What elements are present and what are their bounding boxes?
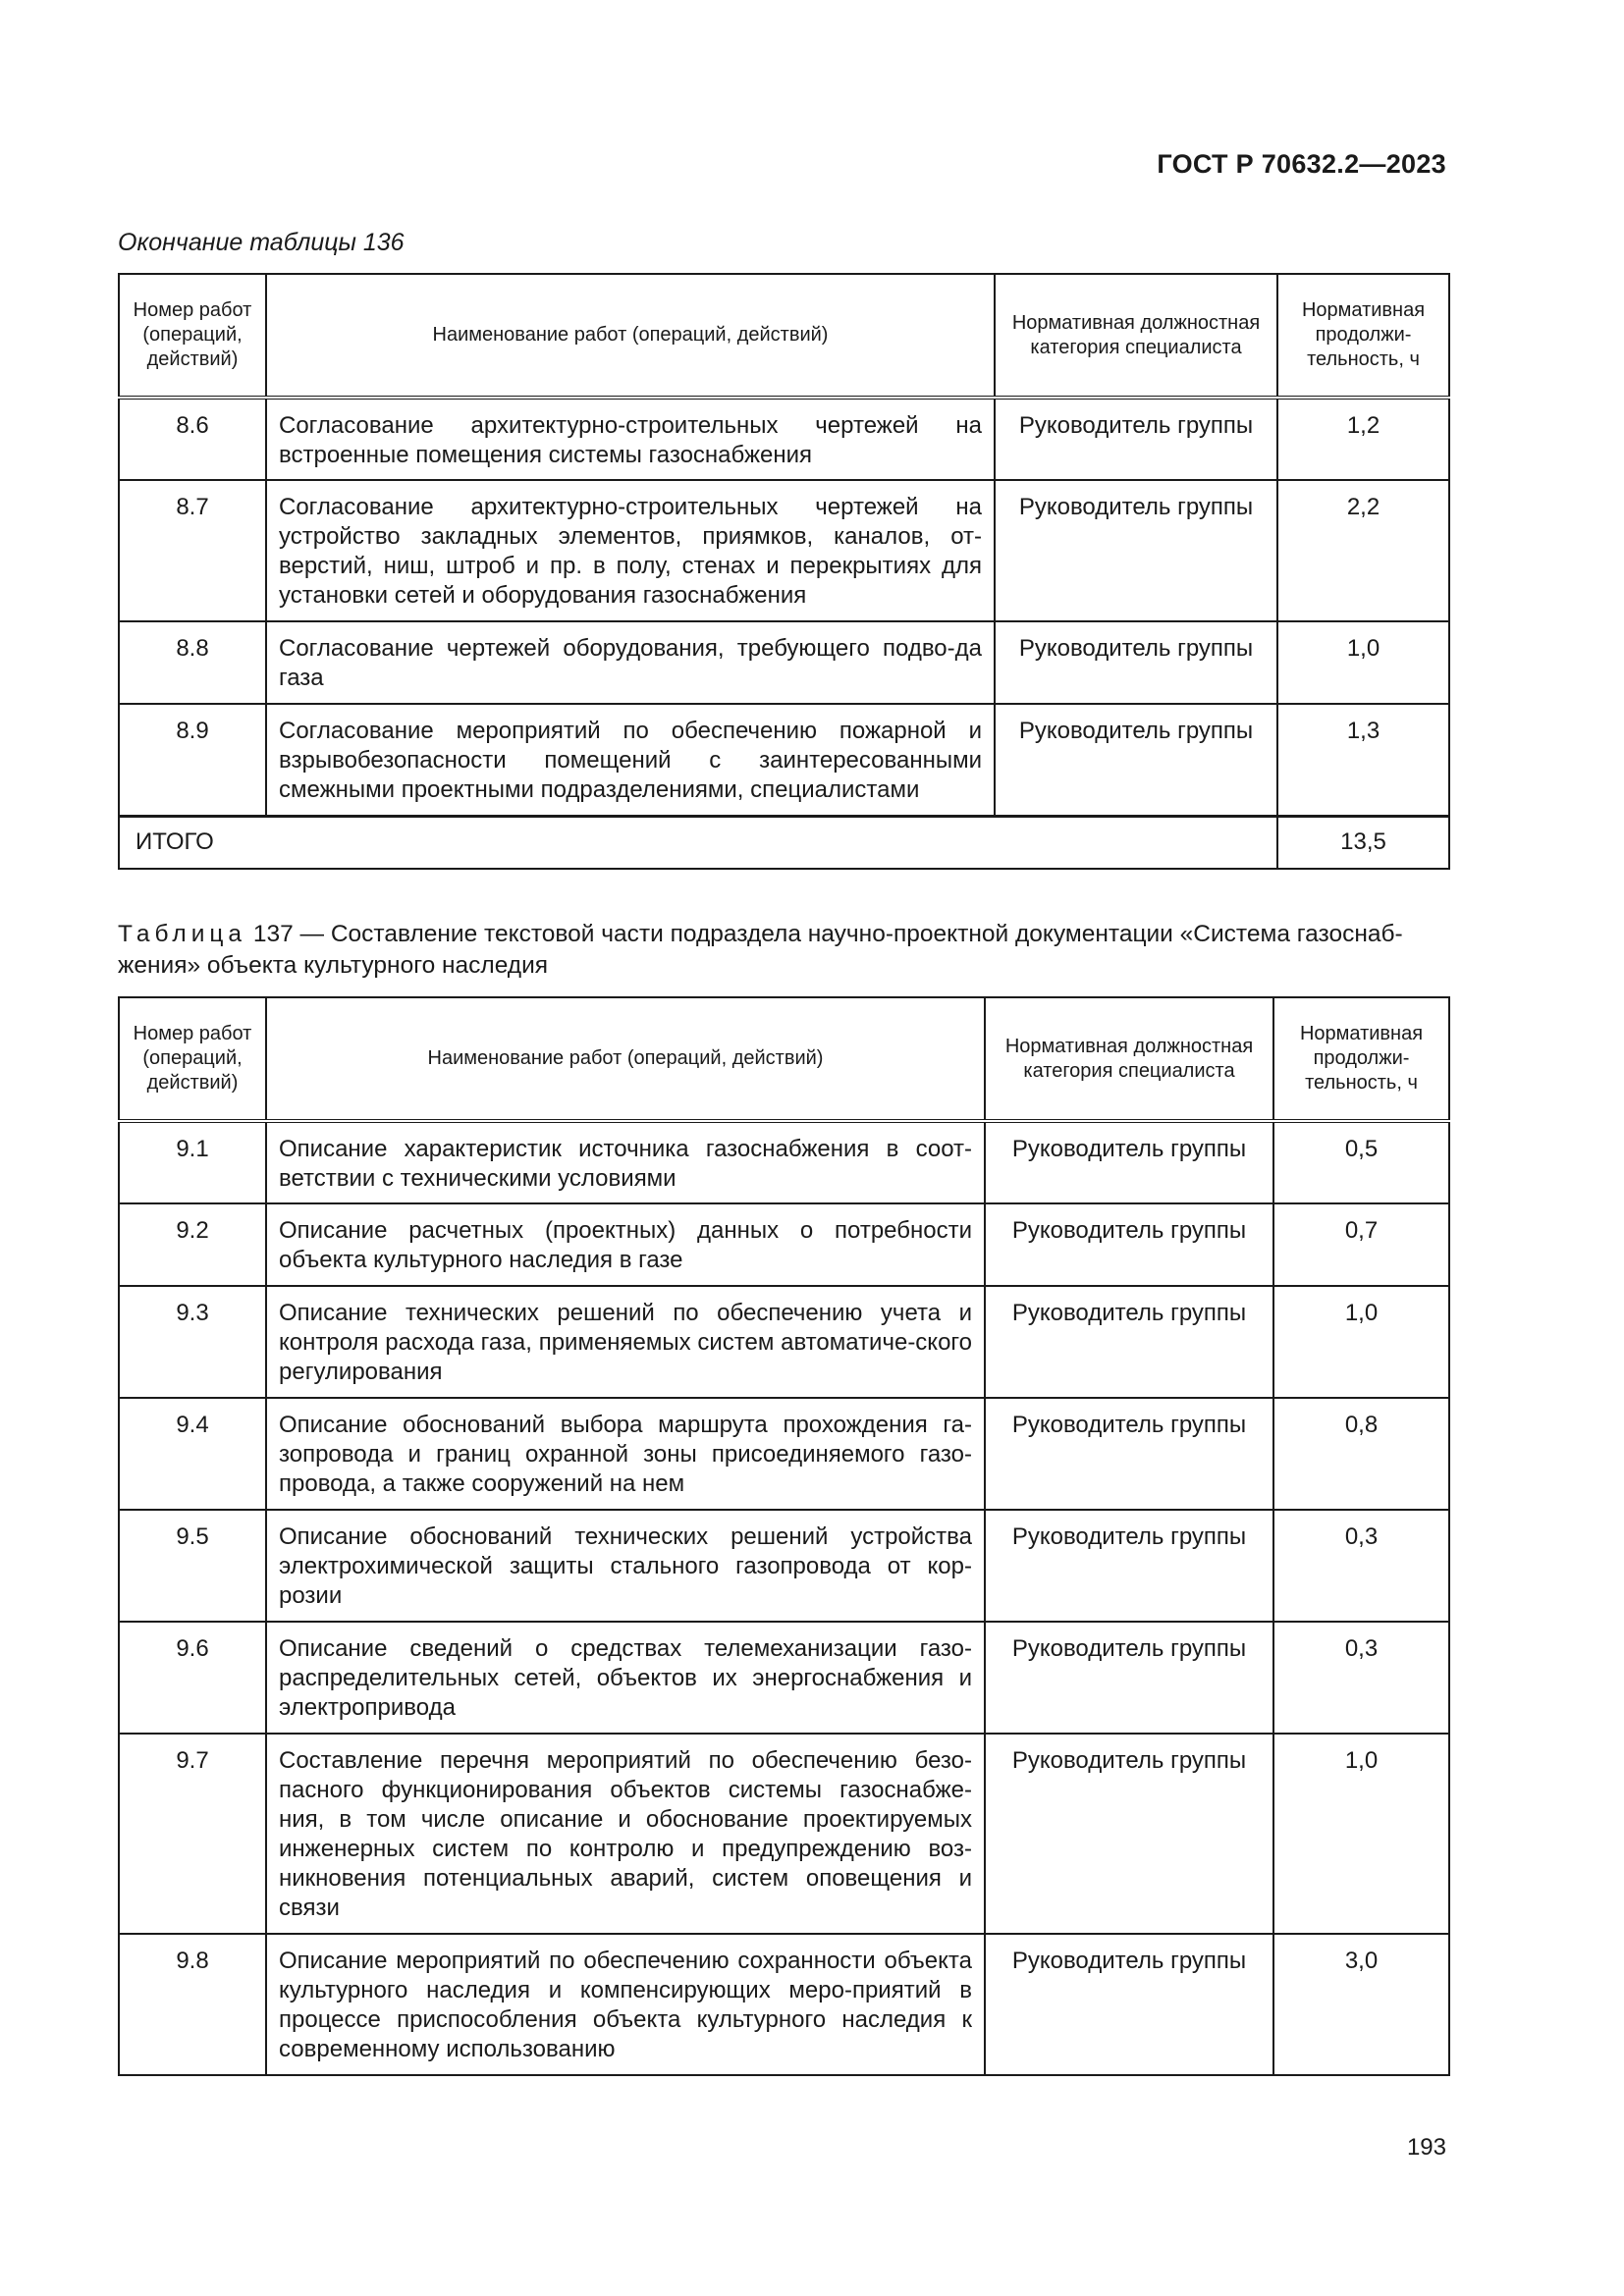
row-category: Руководитель группы	[985, 1203, 1273, 1286]
table-header	[119, 274, 1449, 398]
column-header-category: Нормативная должностная категория специалиста	[985, 997, 1273, 1121]
row-work-name: Согласование мероприятий по обеспечению пожарной и взрывобезопасности помещений с заинтересованными смежными проектными подразделениями, специалистами	[266, 704, 995, 816]
row-number: 9.8	[119, 1934, 266, 2075]
row-number: 9.1	[119, 1121, 266, 1203]
row-category: Руководитель группы	[995, 621, 1277, 704]
table-title: 137 — Составление текстовой части подраздела научно-проектной документации «Система газоснаб-жения» объекта культурного наследия	[118, 921, 1403, 979]
table-label: Таблица	[118, 921, 247, 947]
row-category: Руководитель группы	[995, 398, 1277, 480]
table-row	[119, 1121, 1449, 1203]
column-header-name: Наименование работ (операций, действий)	[266, 274, 995, 398]
row-work-name: Описание обоснований выбора маршрута прохождения га-зопровода и границ охранной зоны присоединяемого газо-провода, а также сооружений на нем	[266, 1398, 985, 1510]
row-work-name: Согласование архитектурно-строительных чертежей на встроенные помещения системы газоснабжения	[266, 398, 995, 480]
row-number: 9.5	[119, 1510, 266, 1622]
row-category: Руководитель группы	[985, 1934, 1273, 2075]
row-duration: 0,8	[1273, 1398, 1449, 1510]
row-duration: 1,0	[1273, 1286, 1449, 1398]
table-row	[119, 1286, 1449, 1398]
row-number: 8.7	[119, 480, 266, 621]
row-work-name: Описание сведений о средствах телемеханизации газо-распределительных сетей, объектов их энергоснабжения и электропривода	[266, 1622, 985, 1734]
document-code: ГОСТ Р 70632.2—2023	[1157, 149, 1446, 179]
row-duration: 2,2	[1277, 480, 1449, 621]
row-work-name: Согласование архитектурно-строительных чертежей на устройство закладных элементов, приямков, каналов, от-верстий, ниш, штроб и пр. в полу, стенах и перекрытиях для установки сетей и оборудования газоснабжения	[266, 480, 995, 621]
row-category: Руководитель группы	[995, 480, 1277, 621]
table-137	[118, 996, 1450, 2076]
table-continuation-caption: Окончание таблицы 136	[118, 229, 405, 256]
table-row	[119, 1934, 1449, 2075]
row-number: 8.9	[119, 704, 266, 816]
row-number: 9.7	[119, 1734, 266, 1934]
row-category: Руководитель группы	[985, 1734, 1273, 1934]
table-136	[118, 273, 1450, 870]
column-header-duration: Нормативная продолжи-тельность, ч	[1273, 997, 1449, 1121]
table-137-caption	[118, 919, 1448, 982]
row-duration: 1,0	[1273, 1734, 1449, 1934]
column-header-number: Номер работ (операций, действий)	[119, 274, 266, 398]
total-row	[119, 816, 1449, 869]
column-header-duration: Нормативная продолжи-тельность, ч	[1277, 274, 1449, 398]
row-category: Руководитель группы	[985, 1121, 1273, 1203]
row-work-name: Описание характеристик источника газоснабжения в соот-ветствии с техническими условиями	[266, 1121, 985, 1203]
table-row	[119, 1510, 1449, 1622]
row-duration: 0,3	[1273, 1622, 1449, 1734]
table-row	[119, 621, 1449, 704]
table-row	[119, 1734, 1449, 1934]
row-category: Руководитель группы	[985, 1398, 1273, 1510]
total-label: ИТОГО	[119, 816, 1277, 869]
row-duration: 0,3	[1273, 1510, 1449, 1622]
table-row	[119, 480, 1449, 621]
column-header-name: Наименование работ (операций, действий)	[266, 997, 985, 1121]
total-value: 13,5	[1277, 816, 1449, 869]
row-category: Руководитель группы	[985, 1622, 1273, 1734]
column-header-category: Нормативная должностная категория специалиста	[995, 274, 1277, 398]
row-number: 8.8	[119, 621, 266, 704]
row-category: Руководитель группы	[985, 1510, 1273, 1622]
row-work-name: Согласование чертежей оборудования, требующего подво-да газа	[266, 621, 995, 704]
row-number: 8.6	[119, 398, 266, 480]
page-number: 193	[1406, 2134, 1446, 2161]
table-row	[119, 398, 1449, 480]
table-header	[119, 997, 1449, 1121]
row-work-name: Описание обоснований технических решений устройства электрохимической защиты стального газопровода от кор-розии	[266, 1510, 985, 1622]
table-row	[119, 1203, 1449, 1286]
row-number: 9.2	[119, 1203, 266, 1286]
row-duration: 1,3	[1277, 704, 1449, 816]
row-work-name: Описание мероприятий по обеспечению сохранности объекта культурного наследия и компенсирующих меро-приятий в процессе приспособления объекта культурного наследия к современному использованию	[266, 1934, 985, 2075]
row-duration: 0,7	[1273, 1203, 1449, 1286]
row-number: 9.6	[119, 1622, 266, 1734]
table-row	[119, 704, 1449, 816]
row-duration: 1,2	[1277, 398, 1449, 480]
row-duration: 0,5	[1273, 1121, 1449, 1203]
table-row	[119, 1398, 1449, 1510]
row-number: 9.3	[119, 1286, 266, 1398]
row-work-name: Составление перечня мероприятий по обеспечению безо-пасного функционирования объектов системы газоснабже-ния, в том числе описание и обоснование проектируемых инженерных систем по контролю и предупреждению воз-никновения потенциальных аварий, систем оповещения и связи	[266, 1734, 985, 1934]
row-duration: 1,0	[1277, 621, 1449, 704]
row-category: Руководитель группы	[995, 704, 1277, 816]
table-row	[119, 1622, 1449, 1734]
row-number: 9.4	[119, 1398, 266, 1510]
row-work-name: Описание технических решений по обеспечению учета и контроля расхода газа, применяемых систем автоматиче-ского регулирования	[266, 1286, 985, 1398]
row-category: Руководитель группы	[985, 1286, 1273, 1398]
column-header-number: Номер работ (операций, действий)	[119, 997, 266, 1121]
row-work-name: Описание расчетных (проектных) данных о потребности объекта культурного наследия в газе	[266, 1203, 985, 1286]
row-duration: 3,0	[1273, 1934, 1449, 2075]
